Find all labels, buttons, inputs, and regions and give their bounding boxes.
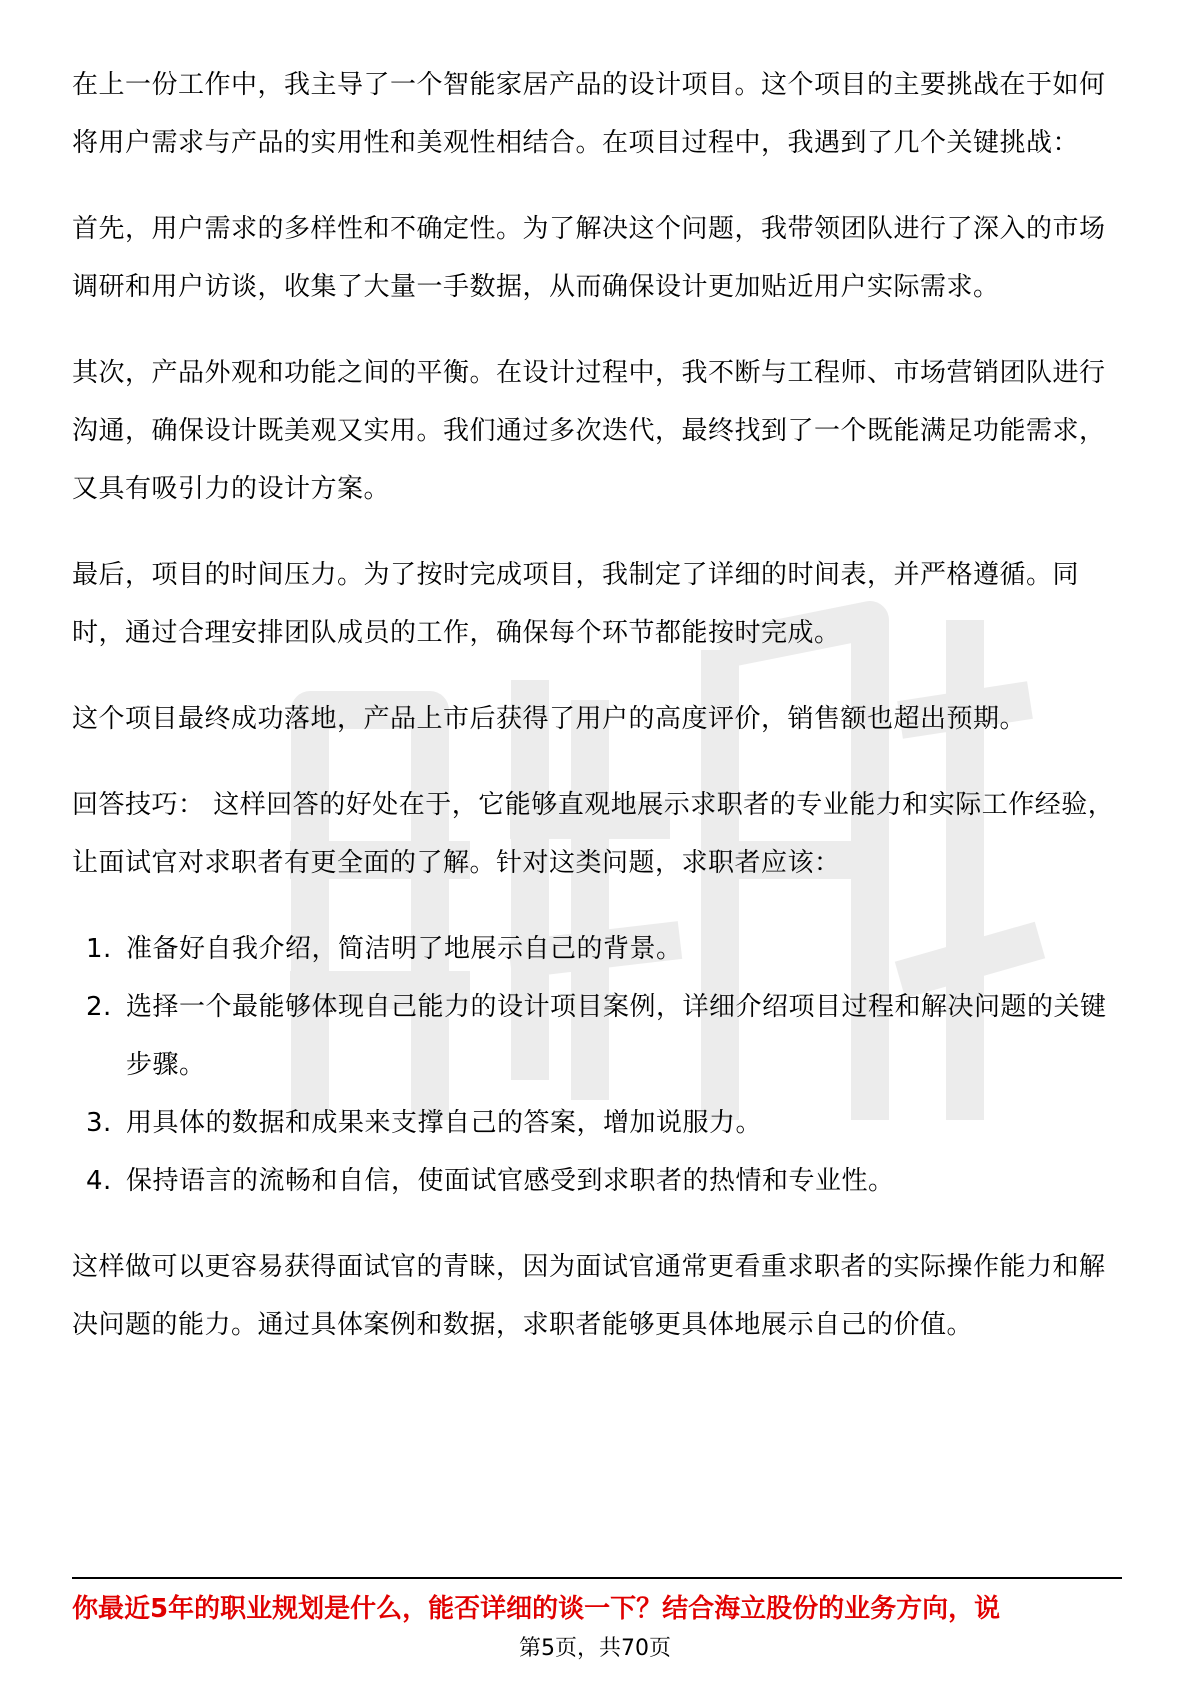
section-divider (72, 1577, 1122, 1579)
list-number: 3. (86, 1108, 112, 1138)
list-item (72, 920, 1122, 978)
list-text: 保持语言的流畅和自信，使面试官感受到求职者的热情和专业性。 (126, 1166, 895, 1196)
list-number: 2. (86, 992, 112, 1022)
list-number: 1. (86, 934, 112, 964)
tips-list (72, 920, 1122, 1210)
paragraph-last: 最后，项目的时间压力。为了按时完成项目，我制定了详细的时间表，并严格遵循。同时，通过合理安排团队成员的工作，确保每个环节都能按时完成。 (72, 560, 1080, 648)
page-number-footer: 第5页，共70页 (519, 1636, 671, 1661)
list-item (72, 1152, 1122, 1210)
list-text: 选择一个最能够体现自己能力的设计项目案例，详细介绍项目过程和解决问题的关键步骤。 (126, 992, 1107, 1080)
paragraph-second: 其次，产品外观和功能之间的平衡。在设计过程中，我不断与工程师、市场营销团队进行沟通，确保设计既美观又实用。我们通过多次迭代，最终找到了一个既能满足功能需求，又具有吸引力的设计方案。 (72, 358, 1106, 504)
document-body (72, 56, 1122, 1382)
list-item (72, 978, 1122, 1094)
paragraph-result: 这个项目最终成功落地，产品上市后获得了用户的高度评价，销售额也超出预期。 (72, 704, 1027, 734)
next-question-heading: 你最近5年的职业规划是什么，能否详细的谈一下？结合海立股份的业务方向，说 (72, 1594, 1001, 1624)
paragraph-tips: 回答技巧： 这样回答的好处在于，它能够直观地展示求职者的专业能力和实际工作经验，让面试官对求职者有更全面的了解。针对这类问题，求职者应该： (72, 790, 1115, 878)
list-item (72, 1094, 1122, 1152)
list-text: 用具体的数据和成果来支撑自己的答案，增加说服力。 (126, 1108, 763, 1138)
list-text: 准备好自我介绍，简洁明了地展示自己的背景。 (126, 934, 683, 964)
paragraph-first: 首先，用户需求的多样性和不确定性。为了解决这个问题，我带领团队进行了深入的市场调研和用户访谈，收集了大量一手数据，从而确保设计更加贴近用户实际需求。 (72, 214, 1106, 302)
paragraph-intro: 在上一份工作中，我主导了一个智能家居产品的设计项目。这个项目的主要挑战在于如何将用户需求与产品的实用性和美观性相结合。在项目过程中，我遇到了几个关键挑战： (72, 70, 1106, 158)
list-number: 4. (86, 1166, 112, 1196)
paragraph-conclusion: 这样做可以更容易获得面试官的青睐，因为面试官通常更看重求职者的实际操作能力和解决问题的能力。通过具体案例和数据，求职者能够更具体地展示自己的价值。 (72, 1252, 1106, 1340)
